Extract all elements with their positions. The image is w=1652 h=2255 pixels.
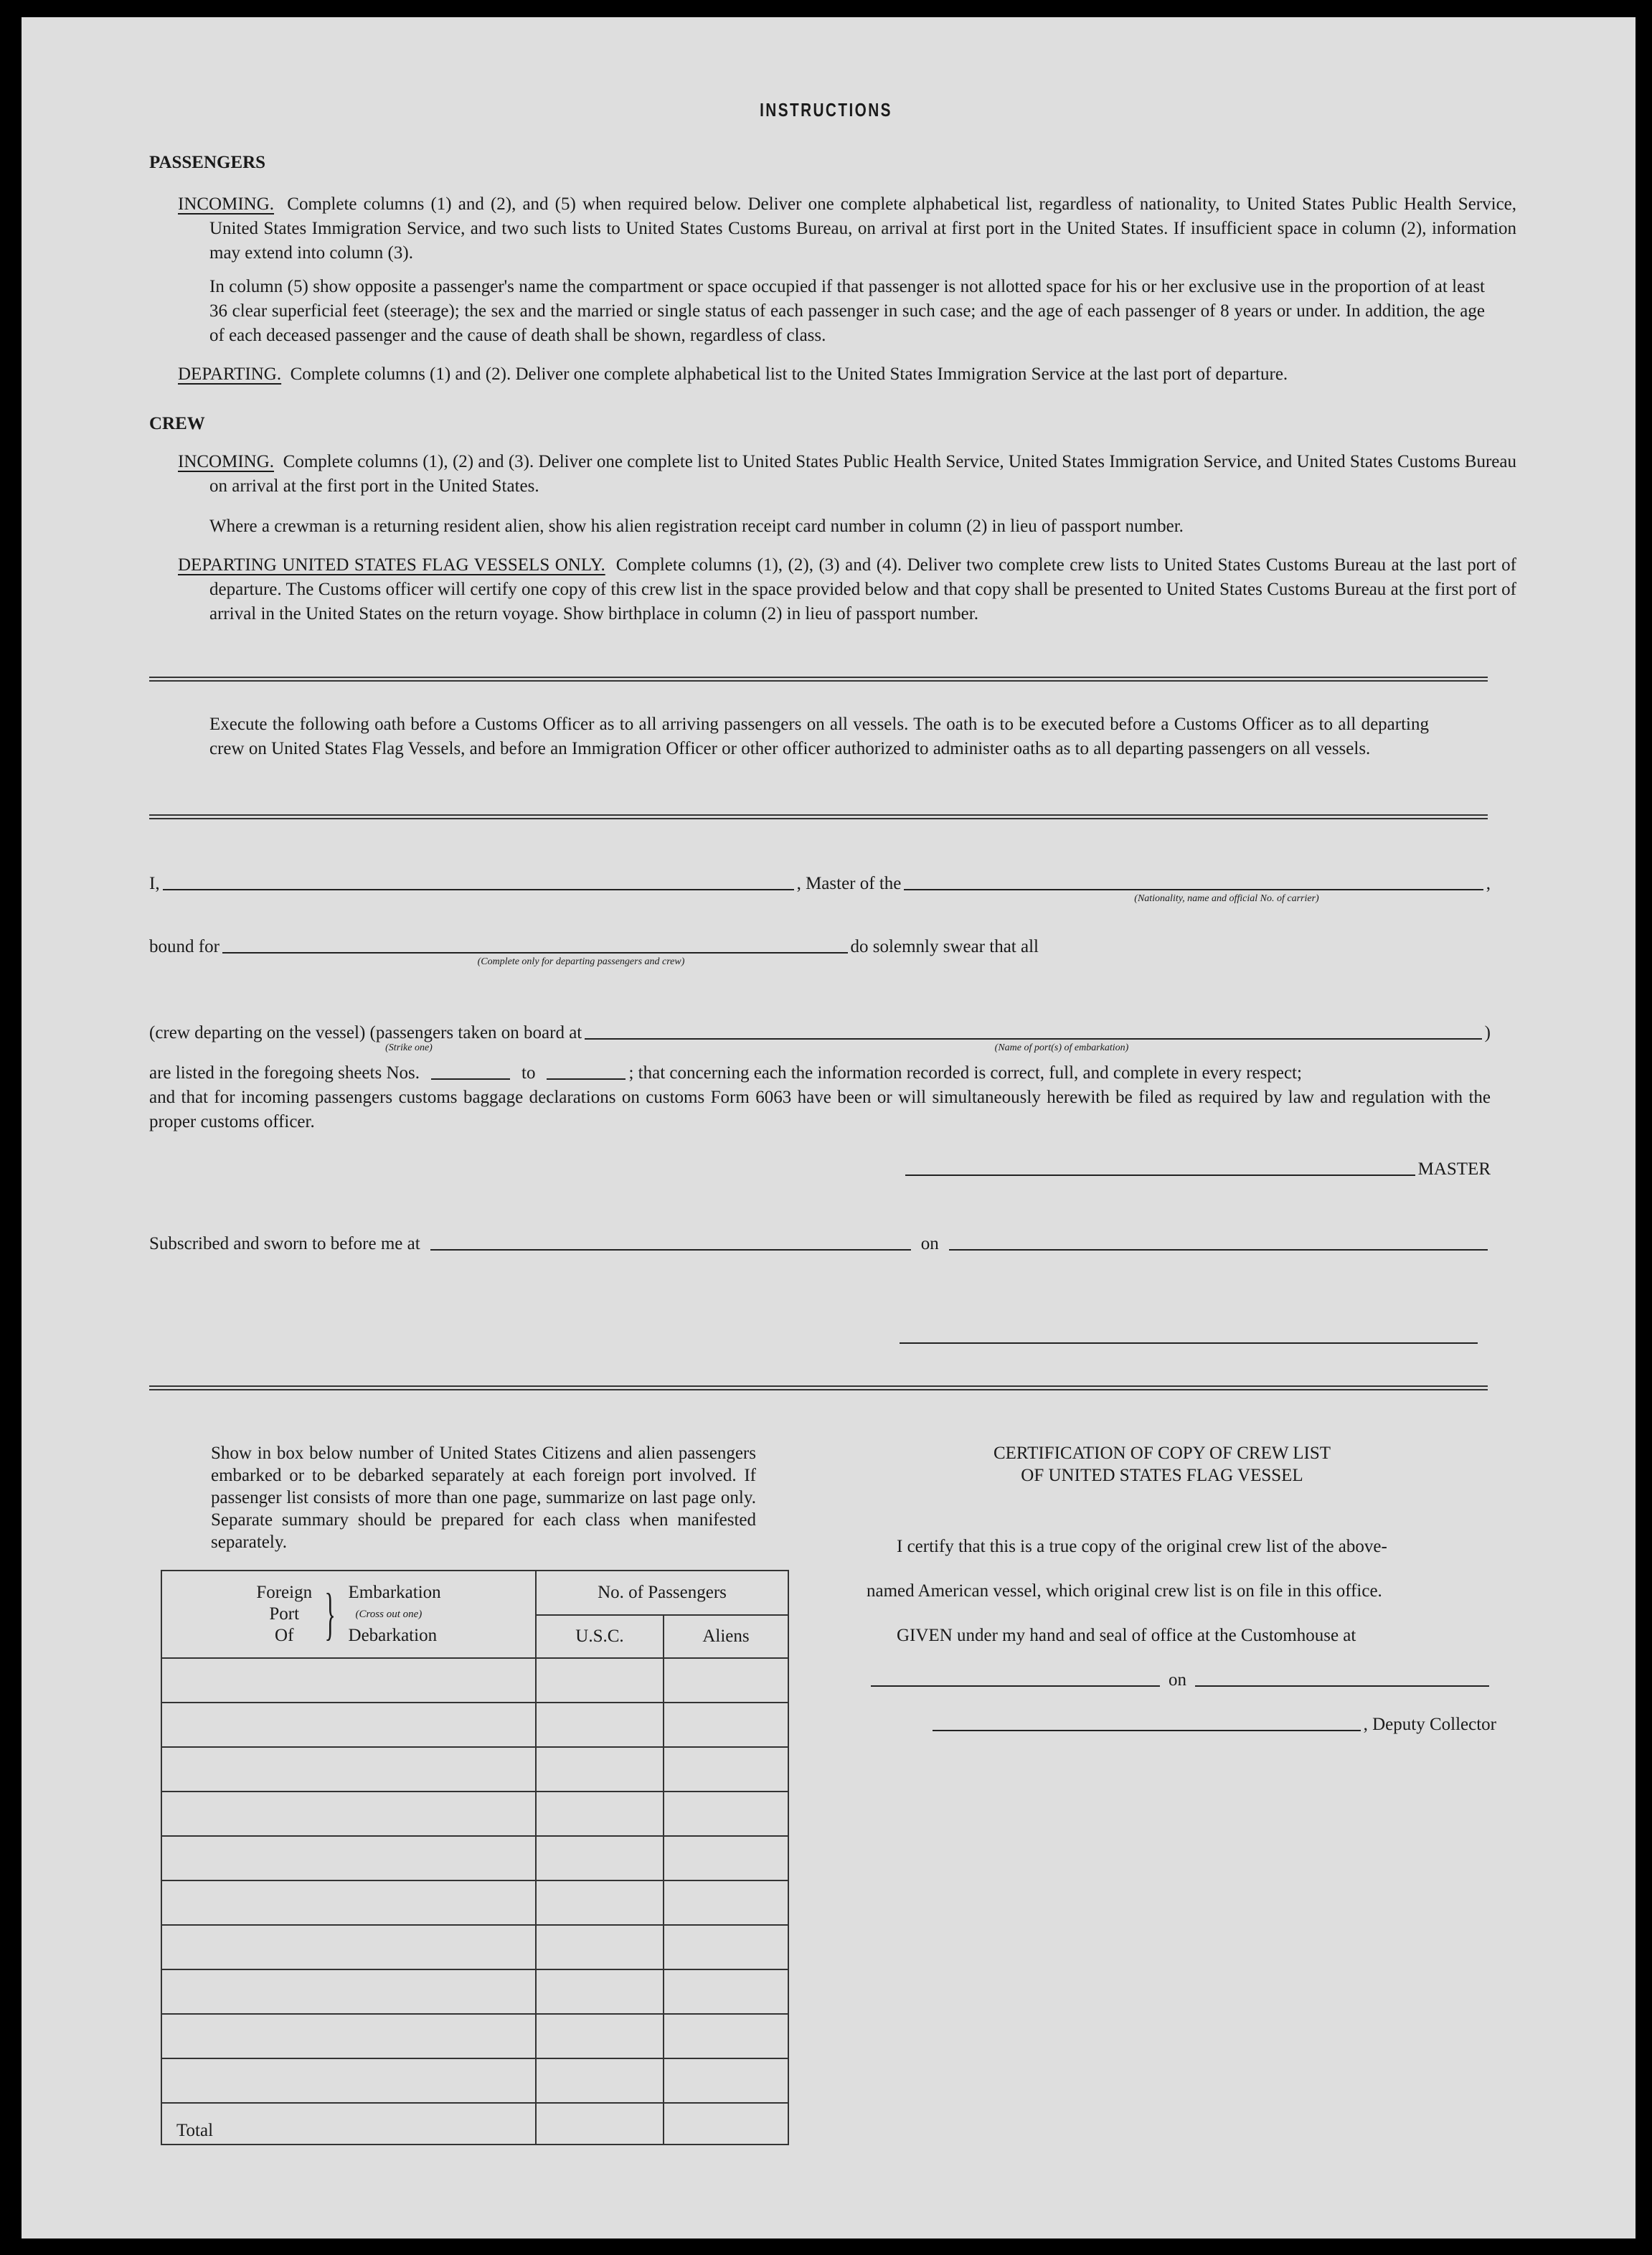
deputy-collector-label: , Deputy Collector [1363,1715,1496,1734]
port-label: Port [269,1604,300,1624]
port-cell[interactable] [161,1880,536,1925]
usc-cell[interactable] [536,1658,664,1703]
total-usc-cell[interactable] [536,2103,664,2145]
subscribed-label: Subscribed and sworn to before me at [149,1234,420,1253]
sworn-date-field[interactable] [949,1249,1488,1251]
total-aliens-cell[interactable] [664,2103,788,2145]
aliens-cell[interactable] [664,1880,788,1925]
passengers-departing-label: DEPARTING. [178,364,282,384]
usc-cell[interactable] [536,1925,664,1969]
master-label: MASTER [1417,1159,1491,1179]
listed-label: are listed in the foregoing sheets Nos. [149,1063,420,1083]
destination-field[interactable] [222,952,848,954]
oath-bound-line [149,935,1039,959]
port-cell[interactable] [161,2014,536,2058]
port-cell[interactable] [161,1658,536,1703]
master-of-label: , Master of the [796,874,902,893]
certification-title [825,1442,1499,1487]
summary-row [161,1925,788,1969]
aliens-cell[interactable] [664,1747,788,1792]
listed-text: ; that concerning each the information recorded is correct, full, and complete in every respect; [628,1063,1302,1083]
usc-cell[interactable] [536,2014,664,2058]
carrier-field[interactable] [904,889,1483,890]
master-name-field[interactable] [163,889,794,890]
summary-row [161,2014,788,2058]
passengers-departing-instructions [178,362,1485,387]
crew-incoming-text: Complete columns (1), (2) and (3). Deliver one complete list to United States Public Health Service, United States Immigration Service, and United States Customs Bureau on arrival at the first port in the United States. [209,452,1516,496]
port-cell[interactable] [161,1792,536,1836]
comma: , [1486,874,1491,893]
aliens-header: Aliens [664,1615,788,1658]
on-label: on [920,1234,939,1253]
passenger-summary-table [161,1570,789,2145]
cross-out-caption: (Cross out one) [355,1609,423,1620]
aliens-cell[interactable] [664,1658,788,1703]
crew-incoming-label: INCOMING. [178,452,275,471]
summary-row [161,1703,788,1747]
port-cell[interactable] [161,1925,536,1969]
debarkation-label: Debarkation [348,1626,438,1645]
port-cell[interactable] [161,1703,536,1747]
summary-row [161,1658,788,1703]
port-caption: (Name of port(s) of embarkation) [994,1042,1129,1053]
divider [149,677,1488,682]
given-text: GIVEN under my hand and seal of office at the Customhouse at [897,1626,1356,1645]
summary-row [161,1747,788,1792]
page-title: INSTRUCTIONS [760,99,892,121]
usc-cell[interactable] [536,1880,664,1925]
bound-caption: (Complete only for departing passengers and crew) [477,956,685,967]
passengers-heading: PASSENGERS [149,153,266,172]
usc-cell[interactable] [536,1747,664,1792]
to-label: to [521,1063,536,1083]
customhouse-line [868,1668,1492,1693]
subscribed-line [149,1232,1491,1256]
aliens-cell[interactable] [664,1703,788,1747]
port-cell[interactable] [161,2058,536,2103]
crew-departing-instructions [178,553,1516,626]
port-cell[interactable] [161,1836,536,1880]
usc-cell[interactable] [536,1969,664,2014]
brace-icon: } [324,1583,336,1646]
crew-alien-text: Where a crewman is a returning resident alien, show his alien registration receipt card number in column (2) in lieu of passport number. [209,517,1184,536]
aliens-cell[interactable] [664,2014,788,2058]
swear-label: do solemnly swear that all [850,937,1039,956]
usc-header: U.S.C. [536,1615,664,1658]
foreign-label: Foreign [256,1583,313,1602]
customhouse-field[interactable] [871,1685,1160,1687]
master-signature-line [902,1157,1491,1182]
sworn-place-field[interactable] [430,1249,911,1251]
oath-sheets-line [149,1061,1491,1086]
certification-title-1: CERTIFICATION OF COPY OF CREW LIST [993,1444,1331,1463]
cert-on-label: on [1169,1670,1186,1690]
embarkation-ports-field[interactable] [585,1038,1481,1040]
cert-date-field[interactable] [1195,1685,1489,1687]
crew-departing-label: DEPARTING UNITED STATES FLAG VESSELS ONLY. [178,555,605,575]
carrier-caption: (Nationality, name and official No. of carrier) [1134,893,1319,904]
master-signature-field[interactable] [905,1174,1415,1176]
officer-signature-field[interactable] [900,1342,1478,1344]
port-cell[interactable] [161,1969,536,2014]
passengers-departing-text: Complete columns (1) and (2). Deliver one complete alphabetical list to the United States Immigration Service at the last port of departure. [290,364,1288,384]
deputy-collector-line [930,1713,1496,1737]
oath-i-label: I, [149,874,160,893]
no-passengers-header: No. of Passengers [536,1571,788,1615]
passengers-column5-text: In column (5) show opposite a passenger's name the compartment or space occupied if that passenger is not allotted space for his or her exclusive use in the proportion of at least 36 clear superficial feet (steerage); the sex and the married or single status of each passenger in such case; and the age of each passenger of 8 years or under. In addition, the age of each deceased passenger and the cause of death shall be shown, regardless of class. [209,277,1485,345]
strike-caption: (Strike one) [385,1042,433,1053]
port-header [161,1571,536,1658]
crew-departing-text: Complete columns (1), (2), (3) and (4). Deliver two complete crew lists to United States Customs Bureau at the last port of departure. The Customs officer will certify one copy of this crew list in the space provided below and that copy shall be presented to United States Customs Bureau at the first port of arrival in the United States on the return voyage. Show birthplace in column (2) in lieu of passport number. [209,555,1516,623]
certification-title-2: OF UNITED STATES FLAG VESSEL [1021,1466,1303,1485]
sheet-from-field[interactable] [431,1078,510,1080]
usc-cell[interactable] [536,1703,664,1747]
summary-row [161,1836,788,1880]
summary-row [161,1792,788,1836]
oath-master-line [149,872,1491,896]
aliens-cell[interactable] [664,1969,788,2014]
divider [149,1385,1488,1390]
named-vessel-text: named American vessel, which original crew list is on file in this office. [867,1581,1382,1601]
sheet-to-field[interactable] [547,1078,626,1080]
crew-passengers-label: (crew departing on the vessel) (passengers taken on board at [149,1023,582,1042]
usc-cell[interactable] [536,1836,664,1880]
aliens-cell[interactable] [664,2058,788,2103]
deputy-collector-signature-field[interactable] [933,1730,1361,1731]
usc-cell[interactable] [536,2058,664,2103]
oath-baggage-text: and that for incoming passengers customs baggage declarations on customs Form 6063 have been or will simultaneously herewith be filed as required by law and regulation with the proper customs officer. [149,1088,1491,1131]
aliens-cell[interactable] [664,1836,788,1880]
passengers-incoming-text: Complete columns (1) and (2), and (5) when required below. Deliver one complete alphabetical list, regardless of nationality, to United States Public Health Service, United States Immigration Service, and two such lists to United States Customs Bureau, on arrival at first port in the United States. If insufficient space in column (2), information may extend into column (3). [209,194,1517,263]
close-paren: ) [1484,1023,1491,1042]
embarkation-label: Embarkation [348,1583,441,1602]
passengers-incoming-label: INCOMING. [178,194,275,214]
oath-intro: Execute the following oath before a Customs Officer as to all arriving passengers on all vessels. The oath is to be executed before a Customs Officer as to all departing crew on United States Flag Vessels, and before an Immigration Officer or other officer authorized to administer oaths as to all departing passengers on all vessels. [209,715,1429,758]
port-cell[interactable] [161,1747,536,1792]
bound-for-label: bound for [149,937,220,956]
divider [149,814,1488,819]
aliens-cell[interactable] [664,1925,788,1969]
of-label: Of [275,1626,294,1645]
summary-row [161,2058,788,2103]
summary-row [161,1969,788,2014]
summary-intro: Show in box below number of United States Citizens and alien passengers embarked or to be debarked separately at each foreign port involved. If passenger list consists of more than one page, summarize on last page only. Separate summary should be prepared for each class when manifested separately. [211,1444,756,1552]
passengers-incoming-instructions [178,192,1516,265]
certify-text: I certify that this is a true copy of the original crew list of the above- [897,1537,1387,1556]
summary-row [161,1880,788,1925]
total-label: Total [161,2103,536,2145]
usc-cell[interactable] [536,1792,664,1836]
crew-heading: CREW [149,414,205,433]
oath-embarkation-line [149,1021,1491,1045]
aliens-cell[interactable] [664,1792,788,1836]
crew-incoming-instructions [178,450,1516,499]
